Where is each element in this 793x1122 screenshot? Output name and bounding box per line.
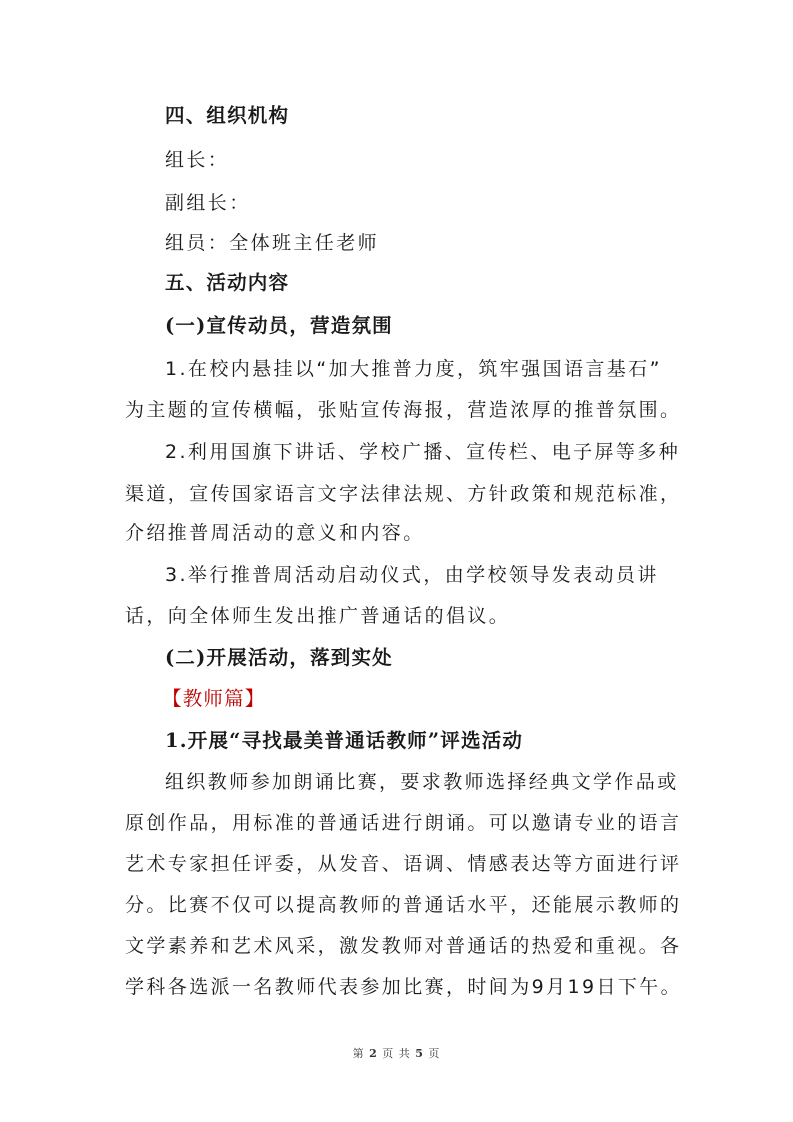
footer-middle: 页 共 — [382, 1047, 411, 1060]
current-page-number: 2 — [369, 1047, 378, 1060]
paragraph-line: 1.在校内悬挂以“加大推普力度，筑牢强国语言基石” — [165, 358, 662, 380]
paragraph-line: 学科各选派一名教师代表参加比赛，时间为9月19日下午。 — [125, 976, 683, 998]
vice-leader-line: 副组长： — [165, 192, 251, 214]
paragraph-line: 2.利用国旗下讲话、学校广播、宣传栏、电子屏等多种 — [165, 441, 681, 463]
item-heading-best-teacher: 1.开展“寻找最美普通话教师”评选活动 — [165, 729, 524, 752]
paragraph-line: 介绍推普周活动的意义和内容。 — [125, 522, 425, 544]
subheading-activities: (二)开展活动，落到实处 — [165, 646, 393, 669]
paragraph-line: 分。比赛不仅可以提高教师的普通话水平，还能展示教师的 — [125, 894, 682, 916]
section-heading-content: 五、活动内容 — [165, 271, 290, 294]
page-footer — [0, 1045, 793, 1061]
paragraph-line: 渠道，宣传国家语言文字法律法规、方针政策和规范标准， — [125, 483, 682, 505]
footer-suffix: 页 — [428, 1047, 441, 1060]
paragraph-line: 艺术专家担任评委，从发音、语调、情感表达等方面进行评 — [125, 853, 682, 875]
paragraph-line: 3.举行推普周活动启动仪式，由学校领导发表动员讲 — [165, 564, 659, 586]
footer-prefix: 第 — [352, 1047, 365, 1060]
paragraph-line: 为主题的宣传横幅，张贴宣传海报，营造浓厚的推普氛围。 — [125, 399, 682, 421]
members-line: 组员：全体班主任老师 — [165, 232, 380, 254]
subheading-publicity: (一)宣传动员，营造氛围 — [165, 314, 393, 337]
section-heading-organization: 四、组织机构 — [165, 104, 290, 127]
paragraph-line: 文学素养和艺术风采，激发教师对普通话的热爱和重视。各 — [125, 935, 682, 957]
leader-line: 组长： — [165, 149, 230, 171]
paragraph-line: 组织教师参加朗诵比赛，要求教师选择经典文学作品或 — [165, 771, 679, 793]
paragraph-line: 原创作品，用标准的普通话进行朗诵。可以邀请专业的语言 — [125, 812, 682, 834]
teacher-section-label: 【教师篇】 — [162, 687, 266, 710]
paragraph-line: 话，向全体师生发出推广普通话的倡议。 — [125, 605, 511, 627]
total-page-number: 5 — [415, 1047, 424, 1060]
